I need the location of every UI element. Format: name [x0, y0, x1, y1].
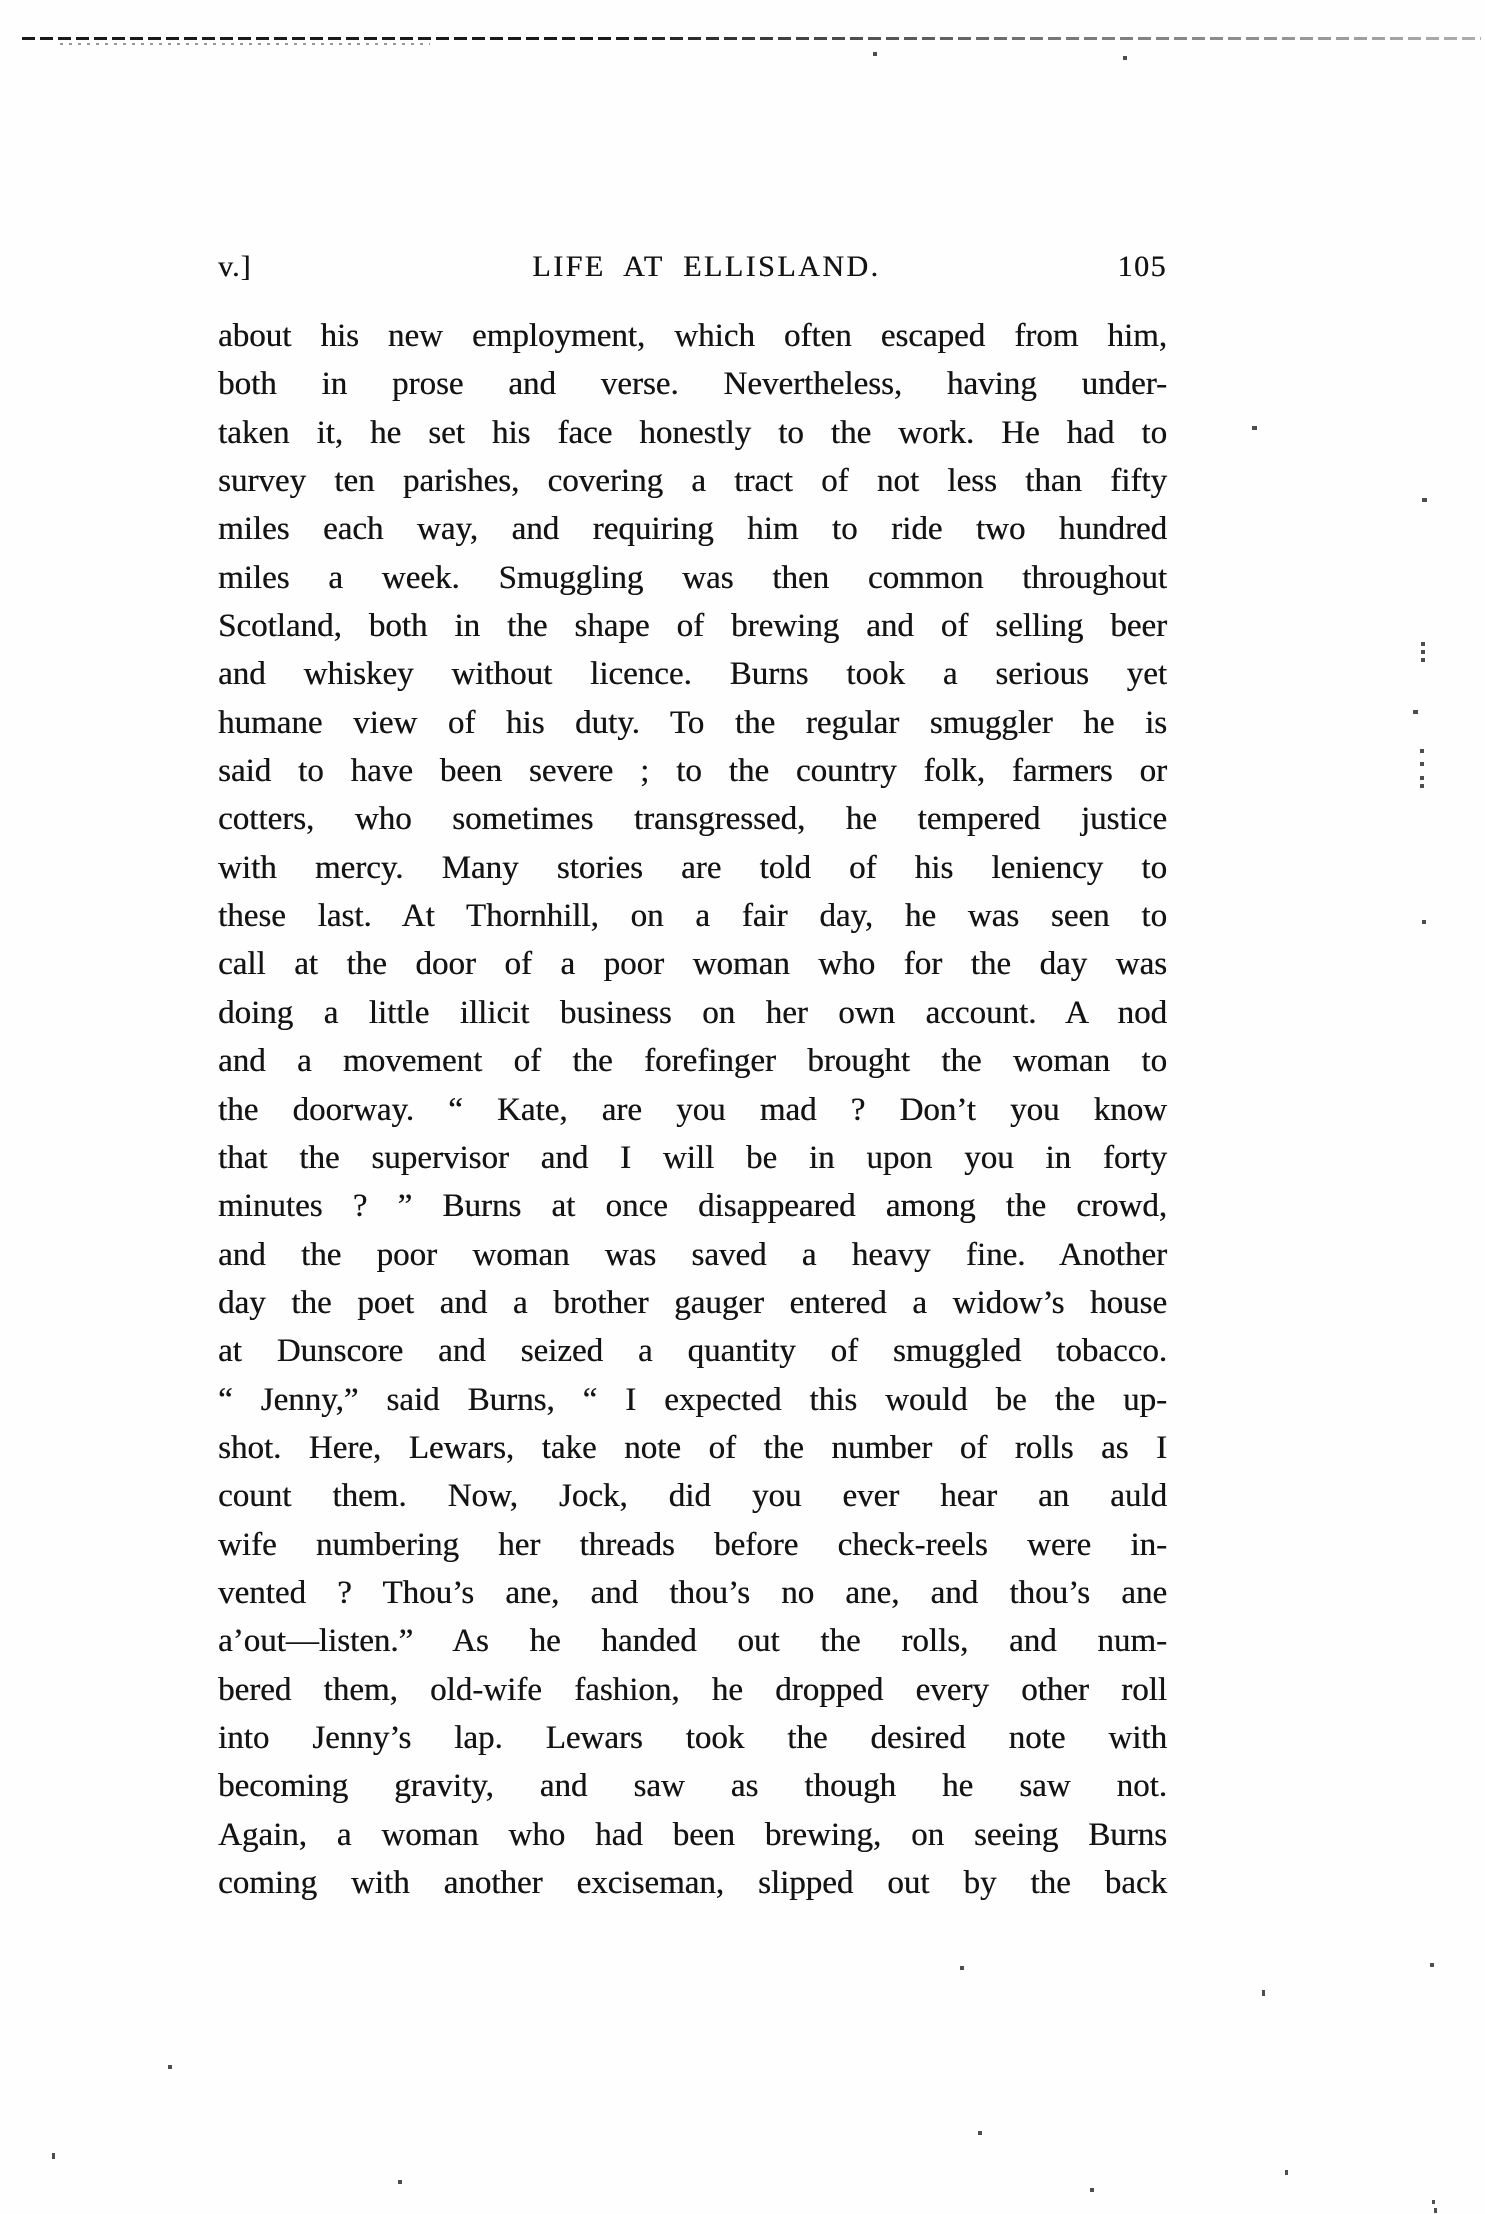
scan-speck [52, 2153, 55, 2159]
scan-speck [960, 1966, 964, 1970]
text-line: survey ten parishes, covering a tract of not less than fifty [218, 463, 1167, 500]
scan-speck [1421, 650, 1425, 654]
scan-speck [1421, 658, 1425, 662]
scan-speck [978, 2131, 982, 2135]
text-line: Scotland, both in the shape of brewing and of selling beer [218, 608, 1167, 645]
scan-speck [1434, 2208, 1437, 2213]
text-line: “ Jenny,” said Burns, “ I expected this would be the up- [218, 1381, 1167, 1418]
text-line: wife numbering her threads before check-reels were in- [218, 1526, 1167, 1563]
text-line: and a movement of the forefinger brought the woman to [218, 1043, 1167, 1080]
scan-speck [1432, 2200, 1435, 2204]
running-header [218, 248, 1167, 288]
scan-speck [1420, 749, 1424, 753]
text-line: day the poet and a brother gauger entered a widow’s house [218, 1284, 1167, 1321]
text-line: shot. Here, Lewars, take note of the number of rolls as I [218, 1429, 1167, 1466]
scan-artifact-rule-secondary [60, 43, 430, 45]
scan-speck [1123, 56, 1127, 60]
text-line: vented ? Thou’s ane, and thou’s no ane, and thou’s ane [218, 1574, 1167, 1611]
text-line: said to have been severe ; to the country folk, farmers or [218, 753, 1167, 790]
text-line: taken it, he set his face honestly to the work. He had to [218, 414, 1167, 451]
text-line: call at the door of a poor woman who for the day was [218, 946, 1167, 983]
scan-speck [873, 52, 877, 56]
page-number: 105 [1117, 250, 1167, 283]
text-line: doing a little illicit business on her own account. A nod [218, 994, 1167, 1031]
text-line: minutes ? ” Burns at once disappeared among the crowd, [218, 1188, 1167, 1225]
text-line: and whiskey without licence. Burns took a serious yet [218, 656, 1167, 693]
text-line: count them. Now, Jock, did you ever hear an auld [218, 1478, 1167, 1515]
text-line: miles a week. Smuggling was then common throughout [218, 559, 1167, 596]
text-line: the doorway. “ Kate, are you mad ? Don’t you know [218, 1091, 1167, 1128]
text-line: these last. At Thornhill, on a fair day, he was seen to [218, 898, 1167, 935]
scan-speck [1285, 2170, 1288, 2175]
scan-speck [1430, 1963, 1434, 1967]
text-line: miles each way, and requiring him to ride two hundred [218, 511, 1167, 548]
scan-speck [1422, 920, 1426, 924]
text-line: Again, a woman who had been brewing, on seeing Burns [218, 1816, 1167, 1853]
scan-speck [1420, 762, 1424, 766]
text-line: bered them, old-wife fashion, he dropped every other roll [218, 1671, 1167, 1708]
scan-speck [1421, 642, 1425, 646]
scan-speck [1422, 498, 1427, 502]
text-line: and the poor woman was saved a heavy fine. Another [218, 1236, 1167, 1273]
running-title: LIFE AT ELLISLAND. [532, 250, 881, 283]
text-line: coming with another exciseman, slipped out by the back [218, 1865, 1167, 1901]
text-line: that the supervisor and I will be in upon you in forty [218, 1139, 1167, 1176]
text-line: a’out—listen.” As he handed out the rolls, and num- [218, 1623, 1167, 1660]
text-line: humane view of his duty. To the regular smuggler he is [218, 704, 1167, 741]
body-text-block [218, 312, 1167, 1907]
text-line: both in prose and verse. Nevertheless, having under- [218, 366, 1167, 403]
chapter-folio: v.] [218, 250, 252, 283]
text-line: cotters, who sometimes transgressed, he tempered justice [218, 801, 1167, 838]
scan-speck [1262, 1990, 1265, 1996]
text-line: about his new employment, which often escaped from him, [218, 318, 1167, 354]
scan-speck [1090, 2188, 1094, 2192]
scan-speck [1252, 426, 1257, 430]
scan-speck [1420, 784, 1424, 788]
text-line: with mercy. Many stories are told of his leniency to [218, 849, 1167, 886]
scan-speck [168, 2065, 172, 2069]
scan-speck [1420, 776, 1424, 780]
text-line: into Jenny’s lap. Lewars took the desired note with [218, 1719, 1167, 1756]
text-line: becoming gravity, and saw as though he saw not. [218, 1768, 1167, 1805]
scan-speck [398, 2180, 402, 2184]
scan-speck [1413, 710, 1418, 714]
scan-artifact-rule [22, 37, 1481, 40]
text-line: at Dunscore and seized a quantity of smuggled tobacco. [218, 1333, 1167, 1370]
